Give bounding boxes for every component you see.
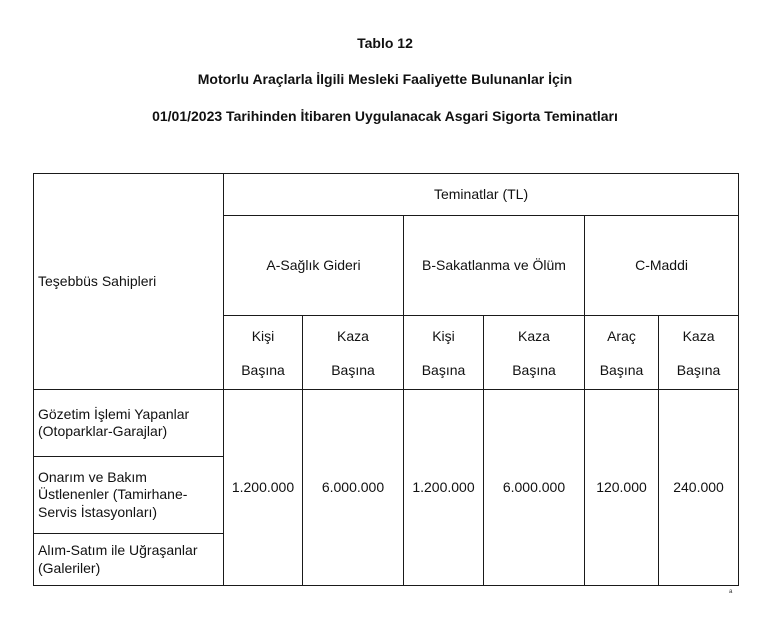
category-header-c (585, 216, 739, 316)
value-cell: 1.200.000 (224, 390, 303, 586)
sub-header-cell (303, 316, 404, 390)
table-subtitle: Motorlu Araçlarla İlgili Mesleki Faaliyette Bulunanlar İçin (197, 71, 573, 87)
table-subtitle-date: 01/01/2023 Tarihinden İtibaren Uygulanacak Asgari Sigorta Teminatları (152, 108, 618, 124)
sub-header-line2: Başına (421, 361, 466, 378)
row-label-alim-satim (34, 534, 224, 586)
sub-header-line2: Başına (241, 361, 285, 378)
row-label-line: (Galeriler) (38, 559, 101, 576)
sub-header-line2: Başına (331, 361, 375, 378)
row-label-gozetim (34, 390, 224, 457)
sub-header-line2: Başına (676, 361, 721, 378)
row-header-cell (34, 174, 224, 390)
group-header-label: Teminatlar (TL) (433, 185, 529, 202)
sub-header-line1: Kişi (432, 327, 455, 344)
category-header-b (404, 216, 585, 316)
category-header-a (224, 216, 404, 316)
sub-header-line1: Kaza (337, 327, 369, 344)
sub-header-line1: Araç (607, 327, 636, 344)
sub-header-line1: Kaza (682, 327, 715, 344)
group-header-cell (224, 174, 739, 216)
row-label-line: Onarım ve Bakım (38, 468, 147, 485)
value-cell: 240.000 (659, 390, 739, 586)
sub-header-cell (659, 316, 739, 390)
sub-header-cell (585, 316, 659, 390)
value-cell: 1.200.000 (404, 390, 484, 586)
value-cell: 120.000 (585, 390, 659, 586)
value-cell: 6.000.000 (484, 390, 585, 586)
row-label-line: (Otoparklar-Garajlar) (38, 423, 168, 439)
sub-header-cell (404, 316, 484, 390)
row-label-line: Üstlenenler (Tamirhane- (38, 486, 188, 503)
table-number: Tablo 12 (357, 35, 413, 51)
scan-mark: ᵃ (729, 587, 733, 597)
sub-header-line2: Başına (599, 361, 644, 378)
insurance-coverage-table (33, 173, 739, 586)
sub-header-line1: Kaza (518, 327, 550, 344)
category-label: A-Sağlık Gideri (266, 256, 361, 273)
row-label-line: Alım-Satım ile Uğraşanlar (38, 542, 198, 558)
sub-header-cell (484, 316, 585, 390)
row-header-label: Teşebbüs Sahipleri (38, 272, 157, 289)
sub-header-line2: Başına (512, 361, 556, 378)
row-label-line: Servis İstasyonları) (38, 503, 158, 520)
category-label: B-Sakatlanma ve Ölüm (422, 256, 566, 273)
row-label-onarim (34, 457, 224, 534)
value-cell: 6.000.000 (303, 390, 404, 586)
category-label: C-Maddi (635, 256, 688, 273)
sub-header-cell (224, 316, 303, 390)
sub-header-line1: Kişi (251, 327, 275, 344)
row-label-line: Gözetim İşlemi Yapanlar (38, 405, 190, 422)
